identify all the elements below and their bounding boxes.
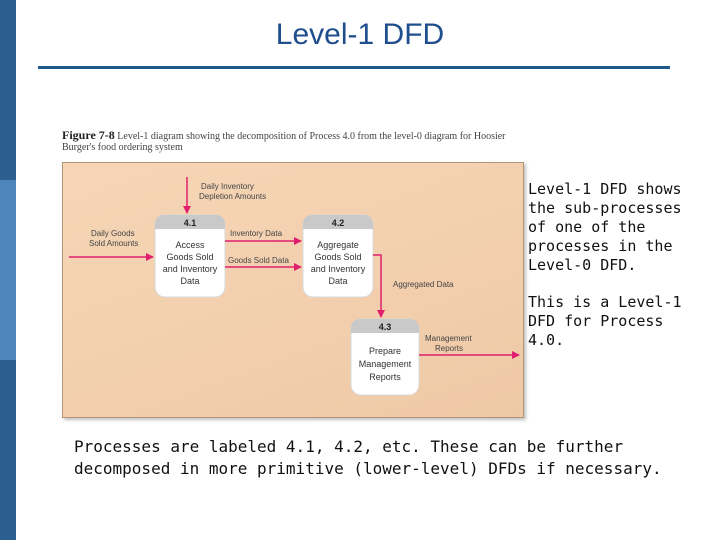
process-4-3-line: Prepare [368,346,402,356]
figure-caption [62,130,522,153]
flow-inventory-data [225,229,301,241]
process-4-2-line: Goods Sold [314,252,362,262]
figure-caption-text: Level-1 diagram showing the decomposition of Process 4.0 from the level-0 diagram for Hoosier Burger's food ordering system [62,131,506,153]
dfd-diagram [63,163,523,417]
process-4-1 [155,215,225,297]
flow-label: Inventory Data [230,229,283,238]
flow-management-reports [419,334,519,355]
process-4-3-line: Reports [369,372,401,382]
figure-caption-label: Figure 7-8 [62,128,115,142]
flow-label: Sold Amounts [89,239,139,248]
flow-arrow [373,255,381,317]
process-4-2 [303,215,373,297]
side-paragraph-2: This is a Level-1 DFD for Process 4.0. [528,293,682,349]
flow-label: Management [425,334,472,343]
left-accent-bar [0,0,16,540]
flow-label: Goods Sold Data [228,256,289,265]
process-4-2-id: 4.2 [331,218,345,228]
dfd-figure [62,162,524,418]
side-paragraph-1: Level-1 DFD shows the sub-processes of one of the processes in the Level-0 DFD. [528,180,682,274]
flow-label: Depletion Amounts [199,192,267,201]
process-4-2-line: Data [328,276,348,286]
bottom-paragraph: Processes are labeled 4.1, 4.2, etc. These can be further decomposed in more primitive (lower-level) DFDs if necessary. [74,437,662,478]
process-4-3-id: 4.3 [378,322,392,332]
process-4-1-line: and Inventory [162,264,218,274]
flow-daily-goods [69,229,153,257]
process-4-2-line: and Inventory [310,264,366,274]
process-4-2-line: Aggregate [317,240,359,250]
process-4-3 [351,319,419,395]
flow-label: Aggregated Data [393,280,454,289]
process-4-1-id: 4.1 [183,218,197,228]
flow-aggregated-data [373,255,454,317]
flow-label: Daily Inventory [201,182,254,191]
flow-goods-sold-data [225,256,301,267]
process-4-1-line: Data [180,276,200,286]
slide-title: Level-1 DFD [275,18,445,51]
process-4-1-line: Goods Sold [166,252,214,262]
flow-daily-inventory [187,177,266,213]
process-4-1-line: Access [175,240,205,250]
title-divider [38,66,670,69]
side-text-block [528,180,698,368]
flow-label: Daily Goods [91,229,135,238]
process-4-3-line: Management [358,359,412,369]
accent-segment [0,360,16,540]
flow-label: Reports [435,344,464,353]
accent-segment [0,180,16,360]
